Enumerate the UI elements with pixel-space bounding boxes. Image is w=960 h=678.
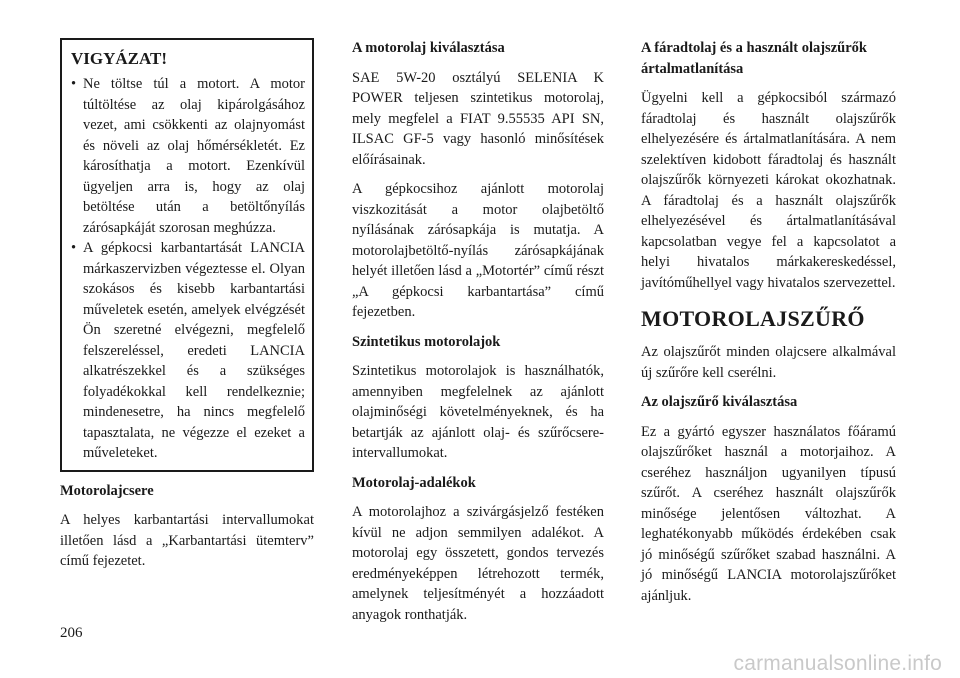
warning-title: VIGYÁZAT!: [71, 49, 168, 68]
section-heading-oil-disposal: A fáradtolaj és a használt olajszűrők ártalmatlanítása: [641, 40, 867, 77]
right-column: [641, 38, 896, 606]
chapter-title-oil-filter: MOTOROLAJSZŰRŐ: [641, 306, 865, 331]
middle-column: [352, 38, 604, 625]
section-heading-oil-change: Motorolajcsere: [60, 482, 154, 499]
warning-box: [60, 38, 314, 472]
paragraph-oil-filter: Az olajszűrőt minden olajcsere alkalmával új szűrőre kell cserélni.: [641, 344, 896, 381]
paragraph-oil-disposal: Ügyelni kell a gépkocsiból származó fáradtolaj és használt olajszűrők elhelyezésére és ártalmatlanítására. A nem szelektíven kidobott fáradtolaj és használt olajszűrők környezeti károkat okozhatnak. A fáradtolaj és a használt olajszűrők elhelyezésével és ártalmatlanításával kapcsolatban vegye fel a kapcsolatot a helyi hivatalos márkakereskedéssel, javítóműhellyel vagy hivatalos szervezettel.: [641, 90, 896, 291]
paragraph: Szintetikus motorolajok is használhatók, amennyiben megfelelnek az ajánlott olajminőségi követelményeknek, és ha betartják az ajánlott olaj- és szűrőcsere-intervallumokat.: [352, 363, 604, 461]
page-number: 206: [60, 625, 83, 641]
watermark: carmanualsonline.info: [733, 652, 942, 675]
paragraph-filter-selection: Ez a gyártó egyszer használatos főáramú olajszűrőket használ a motorjaihoz. A cseréhez használjon ugyanilyen típusú szűrőt. A cseréhez használt olajszűrők minősége jelentősen változhat. A leghatékonyabb működés érdekében csak jó minőségű szűrőket szabad használni. A jó minőségű LANCIA motorolajszűrőket ajánljuk.: [641, 423, 896, 604]
warning-list: [71, 74, 305, 464]
paragraph: A motorolajhoz a szivárgásjelző festéken kívül ne adjon semmilyen adalékot. A motorolaj egy összetett, gondos tervezés eredményeképpen létrehozott termék, amelynek teljesítményét a hozzáadott anyagok ronthatják.: [352, 504, 604, 623]
warning-bullet: • A gépkocsi karbantartását LANCIA márkaszervizben végeztesse el. Olyan szokásos és kisebb karbantartási műveletek esetén, amelyek elvégzését Ön szeretné elvégezni, megfelelő felszereléssel, eredeti LANCIA alkatrészekkel és a szükséges folyadékokkal kell rendelkeznie; mindenesetre, ha nincs megfelelő tapasztalata, ne végezze el ezeket a műveleteket.: [71, 238, 305, 464]
left-column: [60, 38, 314, 572]
section-heading-oil-selection: A motorolaj kiválasztása: [352, 40, 505, 56]
paragraph: A gépkocsihoz ajánlott motorolaj viszkozitását a motor olajbetöltő nyílásának zárósapkája is mutatja. A motorolajbetöltő-nyílás zárósapkájának helyét illetően lásd a „Motortér” című részt „A gépkocsi karbantartása” című fejezetben.: [352, 181, 604, 320]
section-heading-oil-additives: Motorolaj-adalékok: [352, 474, 476, 491]
paragraph: SAE 5W-20 osztályú SELENIA K POWER teljesen szintetikus motorolaj, mely megfelel a FIAT 9.55535 API SN, ILSAC GF-5 vagy hasonló minősítések előírásainak.: [352, 69, 604, 168]
section-heading-synthetic-oils: Szintetikus motorolajok: [352, 333, 501, 350]
section-heading-filter-selection: Az olajszűrő kiválasztása: [641, 394, 798, 410]
paragraph-oil-change: A helyes karbantartási intervallumokat illetően lásd a „Karbantartási ütemterv” című fejezetet.: [60, 512, 314, 569]
warning-bullet: • Ne töltse túl a motort. A motor túltöltése az olaj kipárolgásához vezet, ami csökkenti az olajnyomást és növeli az olaj hőmérsékletét. Ez károsíthatja a motort. Ezenkívül ügyeljen arra is, hogy az olaj betöltése után a betöltőnyílás zárósapkáját szorosan meghúzza.: [71, 74, 305, 238]
